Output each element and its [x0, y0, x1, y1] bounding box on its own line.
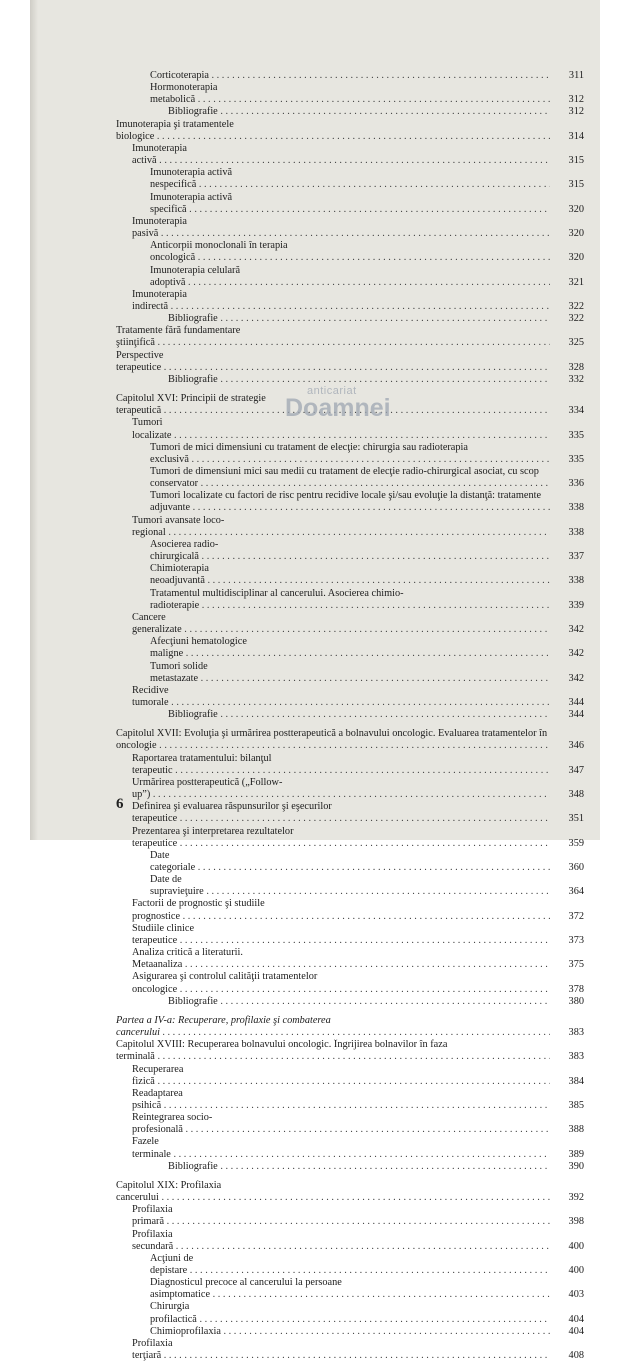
toc-entry-page: 315	[568, 155, 584, 167]
toc-entry-title: Asigurarea şi controlul calităţii tratamentelor oncologice . . .	[102, 971, 550, 995]
toc-entry	[102, 728, 584, 752]
toc-entry-title: Raportarea tratamentului: bilanţul terapeutic . . .	[102, 753, 550, 777]
toc-entry-title: Reintegrarea socio-profesională . . .	[102, 1112, 550, 1136]
toc-entry-title: Capitolul XVI: Principii de strategie terapeutică . . .	[102, 393, 550, 417]
toc-entry	[102, 466, 584, 490]
toc-entry-page: 360	[568, 862, 584, 873]
toc-entry-page: 314	[568, 130, 584, 142]
toc-entry-page: 312	[568, 94, 584, 106]
toc-entry-page: 344	[568, 709, 584, 721]
toc-entry	[102, 119, 584, 143]
toc-entry-title: Date categoriale . . .	[102, 850, 550, 874]
toc-entry-title: Bibliografie . . .	[102, 996, 550, 1008]
toc-entry	[102, 636, 584, 660]
toc-entry-title: Tumori de mici dimensiuni cu tratament de elecţie: chirurgia sau radioterapia exclusivă . . .	[102, 442, 550, 466]
toc-entry-title: Asocierea radio-chirurgicală . . .	[102, 539, 550, 563]
toc-entry	[102, 1088, 584, 1112]
toc-entry-page: 383	[568, 1027, 584, 1039]
toc-entry	[102, 1277, 584, 1301]
toc-entry-page: 336	[568, 478, 584, 490]
toc-entry-page: 372	[568, 910, 584, 922]
toc-entry-title: Afecţiuni hematologice maligne . . .	[102, 636, 550, 660]
toc-entry-page: 390	[568, 1160, 584, 1172]
toc-entry-page: 380	[568, 995, 584, 1007]
toc-entry-title: Imunoterapia celulară adoptivă . . .	[102, 265, 550, 289]
toc-entry-page: 400	[568, 1265, 584, 1276]
toc-entry	[102, 1039, 584, 1063]
toc-entry-page: 408	[568, 1350, 584, 1362]
toc-entry	[102, 70, 584, 82]
toc-entry	[102, 588, 584, 612]
toc-entry-page: 392	[568, 1192, 584, 1204]
table-of-contents	[102, 70, 584, 1362]
toc-entry-page: 388	[568, 1124, 584, 1136]
toc-entry-title: Perspective terapeutice . . .	[102, 350, 550, 374]
toc-entry-page: 364	[568, 886, 584, 898]
toc-entry	[102, 971, 584, 995]
toc-entry-title: Tratamentul multidisciplinar al cancerului. Asocierea chimio-radioterapie . . .	[102, 588, 550, 612]
toc-entry-title: Imunoterapia şi tratamentele biologice . . .	[102, 119, 550, 143]
toc-entry-page: 328	[568, 361, 584, 373]
toc-entry	[102, 216, 584, 240]
toc-entry-page: 325	[568, 337, 584, 349]
toc-entry	[102, 1253, 584, 1277]
toc-entry-title: Imunoterapia pasivă . . .	[102, 216, 550, 240]
toc-entry-page: 332	[568, 373, 584, 385]
toc-entry-page: 351	[568, 813, 584, 825]
toc-entry	[102, 1112, 584, 1136]
toc-entry-page: 335	[568, 453, 584, 465]
toc-entry-page: 342	[568, 672, 584, 684]
toc-entry	[102, 1204, 584, 1228]
toc-entry-page: 347	[568, 764, 584, 776]
toc-entry-title: Factorii de prognostic şi studiile prognostice . . .	[102, 898, 550, 922]
toc-entry	[102, 612, 584, 636]
toc-entry-title: Bibliografie . . .	[102, 313, 550, 325]
toc-entry	[102, 143, 584, 167]
toc-entry-page: 404	[568, 1325, 584, 1337]
toc-entry-title: Cancere generalizate . . .	[102, 612, 550, 636]
toc-entry-page: 334	[568, 405, 584, 417]
toc-entry-title: Capitolul XVIII: Recuperarea bolnavului oncologic. Îngrijirea bolnavilor în faza terminală . . .	[102, 1039, 550, 1063]
toc-entry	[102, 1015, 584, 1039]
toc-entry-title: Imunoterapia activă nespecifică . . .	[102, 167, 550, 191]
toc-entry-page: 320	[568, 203, 584, 215]
toc-entry-page: 321	[568, 276, 584, 288]
page-number: 6	[116, 796, 124, 812]
toc-entry-title: Imunoterapia activă specifică . . .	[102, 192, 550, 216]
toc-entry-page: 312	[568, 106, 584, 118]
toc-entry	[102, 947, 584, 971]
toc-entry	[102, 709, 584, 721]
toc-entry-title: Imunoterapia activă . . .	[102, 143, 550, 167]
toc-entry-title: Urmărirea postterapeutică („Follow-up”) . . .	[102, 777, 550, 801]
toc-entry-title: Studiile clinice terapeutice . . .	[102, 923, 550, 947]
toc-entry	[102, 1229, 584, 1253]
toc-entry-title: Tumori solide metastazate . . .	[102, 661, 550, 685]
toc-entry-title: Partea a IV-a: Recuperare, profilaxie şi combaterea cancerului . . .	[102, 1015, 550, 1039]
toc-entry-title: Tumori localizate . . .	[102, 417, 550, 441]
toc-entry-title: Capitolul XIX: Profilaxia cancerului . . .	[102, 1180, 550, 1204]
toc-entry-page: 342	[568, 624, 584, 636]
toc-entry	[102, 1326, 584, 1338]
toc-entry	[102, 753, 584, 777]
toc-entry-title: Fazele terminale . . .	[102, 1136, 550, 1160]
toc-entry-page: 385	[568, 1099, 584, 1111]
toc-entry-page: 403	[568, 1289, 584, 1301]
page-edge-shadow	[30, 0, 38, 840]
toc-entry-page: 339	[568, 599, 584, 611]
toc-entry	[102, 898, 584, 922]
toc-entry-page: 400	[568, 1240, 584, 1252]
toc-entry-page: 389	[568, 1148, 584, 1160]
toc-entry-title: Imunoterapia indirectă . . .	[102, 289, 550, 313]
toc-entry	[102, 265, 584, 289]
toc-entry-title: Diagnosticul precoce al cancerului la persoane asimptomatice . . .	[102, 1277, 550, 1301]
toc-entry-page: 311	[568, 70, 584, 81]
toc-entry-page: 398	[568, 1216, 584, 1228]
toc-entry-page: 337	[568, 551, 584, 563]
toc-entry	[102, 563, 584, 587]
toc-entry	[102, 1064, 584, 1088]
toc-entry-title: Analiza critică a literaturii. Metaanaliza . . .	[102, 947, 550, 971]
toc-entry-title: Tratamente fără fundamentare ştiinţifică . . .	[102, 325, 550, 349]
toc-entry-title: Bibliografie . . .	[102, 709, 550, 721]
toc-entry-title: Profilaxia primară . . .	[102, 1204, 550, 1228]
toc-entry	[102, 826, 584, 850]
toc-entry-page: 348	[568, 789, 584, 801]
toc-entry	[102, 350, 584, 374]
toc-entry-page: 338	[568, 526, 584, 538]
toc-entry-title: Anticorpii monoclonali în terapia oncologică . . .	[102, 240, 550, 264]
toc-entry	[102, 777, 584, 801]
toc-entry-title: Tumori de dimensiuni mici sau medii cu tratament de elecţie radio-chirurgical asociat, cu scop conservator . . .	[102, 466, 550, 490]
toc-entry	[102, 1338, 584, 1362]
toc-entry-title: Profilaxia terţiară . . .	[102, 1338, 550, 1362]
toc-entry-page: 338	[568, 575, 584, 587]
toc-entry	[102, 325, 584, 349]
toc-entry-page: 384	[568, 1075, 584, 1087]
toc-entry	[102, 850, 584, 874]
toc-entry	[102, 661, 584, 685]
toc-entry-title: Chimioprofilaxia . . .	[102, 1326, 550, 1338]
toc-entry-title: Bibliografie . . .	[102, 106, 550, 118]
toc-entry	[102, 289, 584, 313]
toc-entry-title: Capitolul XVII: Evoluţia şi urmărirea postterapeutică a bolnavului oncologic. Evaluarea tratamentelor în oncologie . . .	[102, 728, 550, 752]
toc-entry	[102, 1180, 584, 1204]
toc-entry-title: Profilaxia secundară . . .	[102, 1229, 550, 1253]
toc-entry	[102, 240, 584, 264]
toc-entry-title: Recuperarea fizică . . .	[102, 1064, 550, 1088]
toc-entry	[102, 167, 584, 191]
toc-entry	[102, 801, 584, 825]
toc-entry-page: 342	[568, 648, 584, 660]
toc-entry	[102, 313, 584, 325]
toc-entry-page: 404	[568, 1313, 584, 1325]
toc-entry-title: Prezentarea şi interpretarea rezultatelor terapeutice . . .	[102, 826, 550, 850]
toc-entry-title: Chimioterapia neoadjuvantă . . .	[102, 563, 550, 587]
toc-entry-page: 315	[568, 179, 584, 191]
toc-entry	[102, 82, 584, 106]
toc-entry	[102, 685, 584, 709]
toc-entry	[102, 996, 584, 1008]
toc-entry-title: Corticoterapia . . .	[102, 70, 550, 82]
toc-entry	[102, 874, 584, 898]
toc-entry	[102, 1161, 584, 1173]
toc-entry	[102, 1136, 584, 1160]
toc-entry-page: 378	[568, 983, 584, 995]
toc-entry	[102, 442, 584, 466]
toc-entry-page: 338	[568, 502, 584, 514]
toc-entry	[102, 490, 584, 514]
toc-entry-page: 346	[568, 740, 584, 752]
toc-entry-page: 320	[568, 252, 584, 264]
toc-entry	[102, 515, 584, 539]
toc-entry-title: Readaptarea psihică . . .	[102, 1088, 550, 1112]
toc-entry-page: 383	[568, 1051, 584, 1063]
toc-entry-page: 322	[568, 313, 584, 325]
toc-entry-title: Recidive tumorale . . .	[102, 685, 550, 709]
toc-entry-title: Definirea şi evaluarea răspunsurilor şi eşecurilor terapeutice . . .	[102, 801, 550, 825]
toc-entry-page: 359	[568, 837, 584, 849]
toc-entry-page: 320	[568, 228, 584, 240]
toc-entry	[102, 106, 584, 118]
toc-entry-title: Chirurgia profilactică . . .	[102, 1301, 550, 1325]
toc-entry-page: 322	[568, 300, 584, 312]
toc-entry-page: 375	[568, 959, 584, 971]
toc-entry-title: Tumori localizate cu factori de risc pentru recidive locale şi/sau evoluţie la distanţă: tratamente adjuvante . . .	[102, 490, 550, 514]
toc-entry-page: 373	[568, 934, 584, 946]
toc-entry-title: Bibliografie . . .	[102, 374, 550, 386]
toc-entry-title: Hormonoterapia metabolică . . .	[102, 82, 550, 106]
watermark-line1: anticariat	[307, 385, 357, 397]
toc-entry-page: 344	[568, 696, 584, 708]
toc-entry-title: Acţiuni de depistare . . .	[102, 1253, 550, 1277]
toc-entry	[102, 539, 584, 563]
toc-entry-page: 335	[568, 429, 584, 441]
toc-entry	[102, 192, 584, 216]
toc-entry-title: Date de supravieţuire . . .	[102, 874, 550, 898]
toc-entry	[102, 923, 584, 947]
toc-entry-title: Bibliografie . . .	[102, 1161, 550, 1173]
toc-entry-title: Tumori avansate loco-regional . . .	[102, 515, 550, 539]
watermark-line2: Doamnei	[285, 394, 391, 422]
toc-entry	[102, 1301, 584, 1325]
